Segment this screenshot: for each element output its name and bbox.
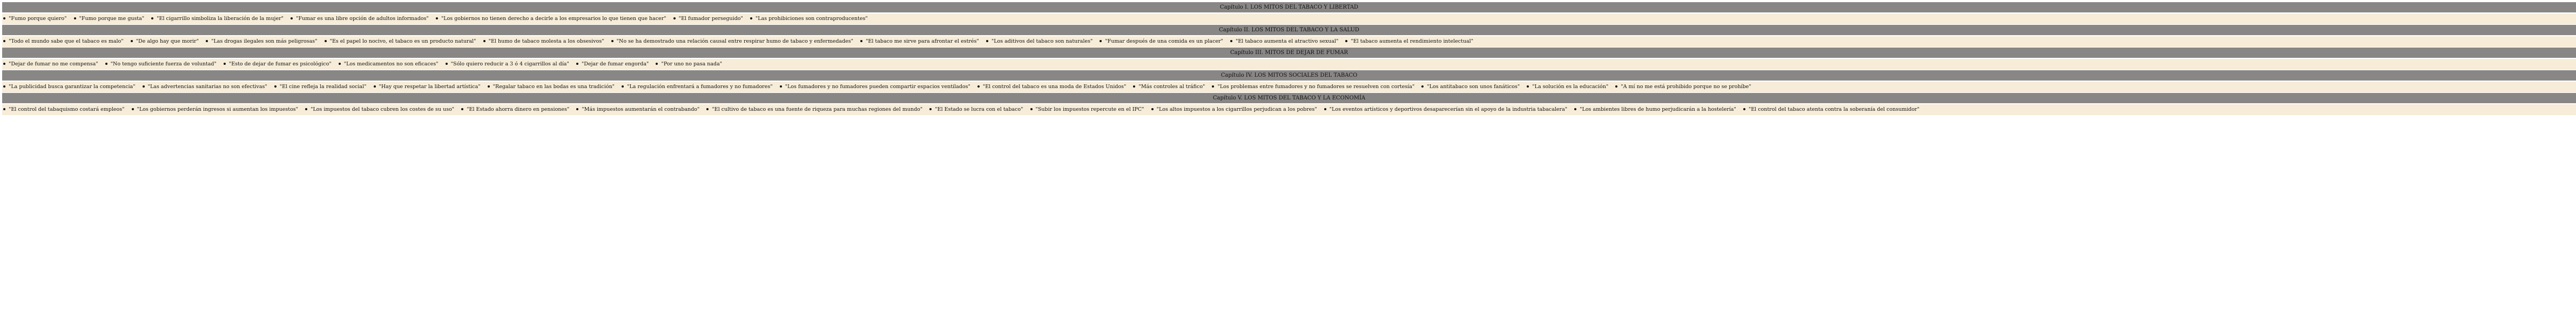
bullet-icon (929, 108, 932, 110)
myth-link[interactable]: "El Estado ahorra dinero en pensiones" (467, 106, 570, 112)
bullet-icon (656, 63, 658, 65)
myth-link[interactable]: "El control del tabaco atenta contra la soberanía del consumidor" (1748, 106, 1920, 112)
bullet-icon (1743, 108, 1745, 110)
bullet-icon (488, 85, 490, 88)
bullet-icon (436, 17, 438, 19)
bullet-icon (1574, 108, 1576, 110)
myth-link[interactable]: "Hay que respetar la libertad artística" (379, 84, 481, 90)
bullet-icon (750, 17, 752, 19)
bullet-icon (1151, 108, 1154, 110)
bullet-icon (74, 17, 76, 19)
myth-link[interactable]: "Los altos impuestos a los cigarrillos perjudican a los pobres" (1156, 106, 1317, 112)
chapter-header-1: Capítulo I. LOS MITOS DEL TABACO Y LIBERTAD (2, 2, 2576, 12)
myth-link[interactable]: "Los gobiernos perderán ingresos si aumentan los impuestos" (137, 106, 299, 112)
myth-link[interactable]: "De algo hay que morir" (136, 38, 199, 44)
myth-link[interactable]: "El cine refleja la realidad social" (279, 84, 367, 90)
myth-link[interactable]: "Por uno no pasa nada" (661, 61, 723, 67)
myth-list-chapter-3 (2, 59, 2576, 70)
bullet-icon (131, 40, 133, 42)
myth-link[interactable]: "Sólo quiero reducir a 3 ó 4 cigarrillos al día" (450, 61, 569, 67)
bullet-icon (291, 17, 293, 19)
bullet-icon (576, 108, 578, 110)
bullet-icon (1133, 85, 1135, 88)
bullet-icon (105, 63, 107, 65)
myth-link[interactable]: "Los eventos artísticos y deportivos desaparecerían sin el apoyo de la industria tabacalera" (1329, 106, 1568, 112)
myth-link[interactable]: "Es el papel lo nocivo, el tabaco es un producto natural" (329, 38, 476, 44)
myth-link[interactable]: "La publicidad busca garantizar la competencia" (9, 84, 136, 90)
bullet-icon (224, 63, 226, 65)
myth-link[interactable]: "Los aditivos del tabaco son naturales" (991, 38, 1093, 44)
myth-link[interactable]: "Dejar de fumar no me compensa" (9, 61, 98, 67)
bullet-icon (3, 63, 5, 65)
bullet-icon (1030, 108, 1033, 110)
bullet-icon (206, 40, 208, 42)
bullet-icon (860, 40, 862, 42)
bullet-icon (132, 108, 134, 110)
myth-link[interactable]: "Los ambientes libres de humo perjudicarán a la hostelería" (1580, 106, 1736, 112)
myth-list-chapter-2 (2, 36, 2576, 47)
bullet-icon (3, 17, 5, 19)
myths-index (2, 2, 2576, 116)
myth-link[interactable]: "Fumo porque me gusta" (79, 16, 145, 22)
myth-link[interactable]: "El humo de tabaco molesta a los obsesivos" (488, 38, 604, 44)
myth-list-chapter-1 (2, 14, 2576, 24)
bullet-icon (461, 108, 463, 110)
bullet-icon (576, 63, 578, 65)
myth-list-chapter-5 (2, 104, 2576, 115)
chapter-header-3: Capítulo III. MITOS DE DEJAR DE FUMAR (2, 48, 2576, 58)
bullet-icon (622, 85, 624, 88)
myth-link[interactable]: "Fumar es una libre opción de adultos informados" (296, 16, 429, 22)
bullet-icon (143, 85, 145, 88)
myth-link[interactable]: "Los problemas entre fumadores y no fumadores se resuelven con cortesía" (1217, 84, 1415, 90)
myth-link[interactable]: "Dejar de fumar engorda" (581, 61, 649, 67)
myth-link[interactable]: "La solución es la educación" (1532, 84, 1609, 90)
myth-link[interactable]: "La regulación enfrentará a fumadores y no fumadores" (627, 84, 773, 90)
myth-link[interactable]: "Las prohibiciones son contraproducentes" (755, 16, 868, 22)
bullet-icon (986, 40, 988, 42)
bullet-icon (274, 85, 277, 88)
bullet-icon (1615, 85, 1617, 88)
myth-link[interactable]: "Los antitabaco son unos fanáticos" (1427, 84, 1520, 90)
myth-link[interactable]: "Los gobiernos no tienen derecho a decirle a los empresarios lo que tienen que hacer" (441, 16, 666, 22)
bullet-icon (339, 63, 341, 65)
myth-link[interactable]: "El control del tabaquismo costará empleos" (9, 106, 125, 112)
myth-link[interactable]: "Fumar después de una comida es un placer" (1105, 38, 1223, 44)
myth-link[interactable]: "Los medicamentos no son eficaces" (343, 61, 439, 67)
chapter-header-4: Capítulo IV. LOS MITOS SOCIALES DEL TABACO (2, 70, 2576, 81)
bullet-icon (977, 85, 980, 88)
bullet-icon (780, 85, 782, 88)
myth-link[interactable]: "Fumo porque quiero" (9, 16, 67, 22)
myth-link[interactable]: "Las advertencias sanitarias no son efectivas" (147, 84, 267, 90)
myth-link[interactable]: "Regalar tabaco en las bodas es una tradición" (493, 84, 615, 90)
bullet-icon (1421, 85, 1424, 88)
bullet-icon (483, 40, 485, 42)
myth-link[interactable]: "Los fumadores y no fumadores pueden compartir espacios ventilados" (785, 84, 970, 90)
bullet-icon (1527, 85, 1529, 88)
bullet-icon (151, 17, 153, 19)
myth-link[interactable]: "Esto de dejar de fumar es psicológico" (228, 61, 332, 67)
bullet-icon (446, 63, 448, 65)
bullet-icon (325, 40, 327, 42)
bullet-icon (611, 40, 613, 42)
myth-link[interactable]: "No se ha demostrado una relación causal entre respirar humo de tabaco y enfermedades" (616, 38, 854, 44)
bullet-icon (1345, 40, 1347, 42)
myth-link[interactable]: "El control del tabaco es una moda de Estados Unidos" (982, 84, 1127, 90)
myth-link[interactable]: "No tengo suficiente fuerza de voluntad" (110, 61, 217, 67)
myth-link[interactable]: "El fumador perseguido" (678, 16, 743, 22)
myth-link[interactable]: "El tabaco me sirve para afrontar el estrés" (866, 38, 979, 44)
myth-list-chapter-4 (2, 82, 2576, 92)
myth-link[interactable]: "Todo el mundo sabe que el tabaco es malo" (9, 38, 124, 44)
bullet-icon (1230, 40, 1232, 42)
bullet-icon (1100, 40, 1102, 42)
bullet-icon (1212, 85, 1214, 88)
myth-link[interactable]: "El cultivo de tabaco es una fuente de riqueza para muchas regiones del mundo" (712, 106, 923, 112)
bullet-icon (3, 85, 5, 88)
myth-link[interactable]: "El tabaco aumenta el atractivo sexual" (1235, 38, 1339, 44)
bullet-icon (3, 40, 5, 42)
bullet-icon (673, 17, 676, 19)
myth-link[interactable]: "El cigarrillo simboliza la liberación de la mujer" (157, 16, 284, 22)
myth-link[interactable]: "Las drogas ilegales son más peligrosas" (211, 38, 318, 44)
myth-link[interactable]: "Subir los impuestos repercute en el IPC" (1035, 106, 1144, 112)
myth-link[interactable]: "El Estado se lucra con el tabaco" (935, 106, 1023, 112)
chapter-header-2: Capítulo II. LOS MITOS DEL TABACO Y LA SALUD (2, 25, 2576, 35)
myth-link[interactable]: "Más impuestos aumentarán el contrabando" (582, 106, 700, 112)
bullet-icon (1324, 108, 1326, 110)
myth-link[interactable]: "A mí no me está prohibido porque no se prohíbe" (1621, 84, 1751, 90)
chapter-header-5: Capítulo V. LOS MITOS DEL TABACO Y LA ECONOMÍA (2, 93, 2576, 103)
bullet-icon (305, 108, 307, 110)
myth-link[interactable]: "Los impuestos del tabaco cubren los costes de su uso" (311, 106, 455, 112)
myth-link[interactable]: "El tabaco aumenta el rendimiento intelectual" (1351, 38, 1474, 44)
bullet-icon (374, 85, 376, 88)
myth-link[interactable]: "Más controles al tráfico" (1138, 84, 1205, 90)
bullet-icon (3, 108, 5, 110)
bullet-icon (706, 108, 709, 110)
